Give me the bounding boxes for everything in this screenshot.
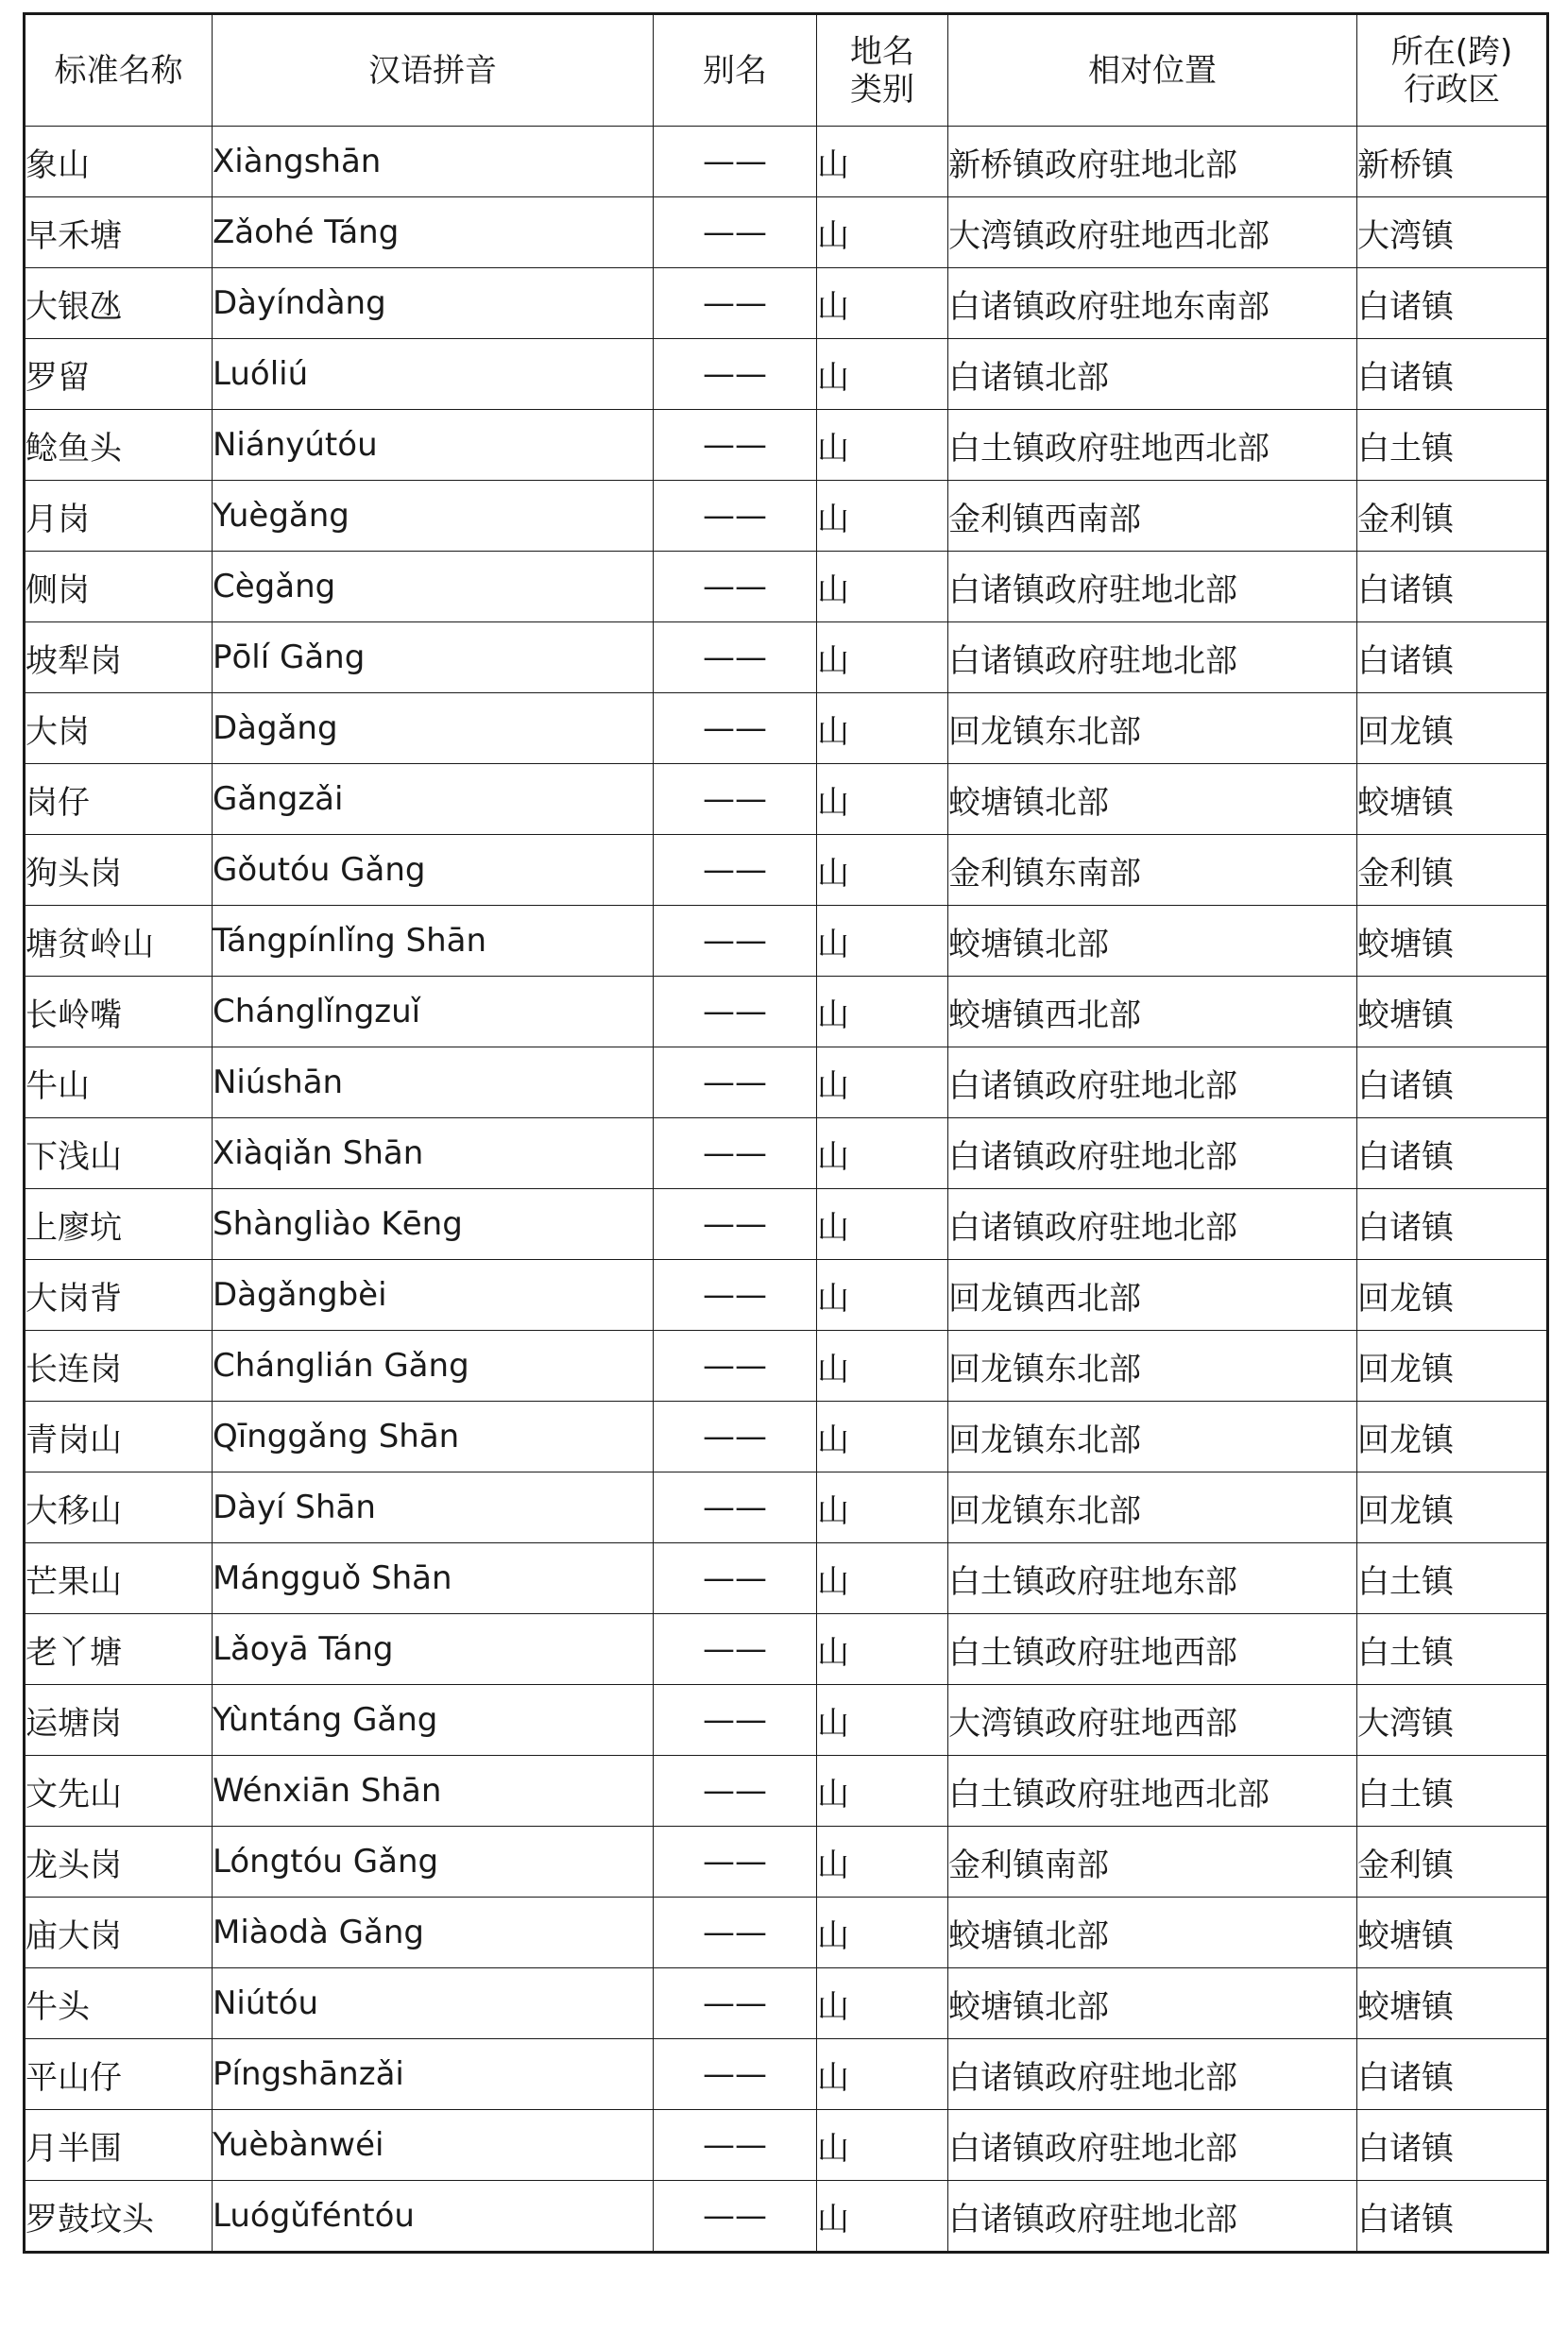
header-admin-region-line1: 所在(跨)	[1390, 32, 1513, 71]
cell-place-type: 山	[817, 1968, 948, 2039]
cell-admin-region: 白诸镇	[1357, 339, 1548, 410]
place-name-table	[23, 12, 1549, 2254]
cell-place-type: 山	[817, 1756, 948, 1827]
cell-alias: ——	[654, 1047, 817, 1118]
cell-relative-position: 白诸镇北部	[948, 339, 1357, 410]
cell-standard-name: 牛山	[25, 1047, 213, 1118]
cell-standard-name: 大岗背	[25, 1260, 213, 1331]
cell-relative-position: 大湾镇政府驻地西部	[948, 1685, 1357, 1756]
header-row	[25, 14, 1548, 127]
cell-admin-region: 回龙镇	[1357, 1402, 1548, 1472]
cell-relative-position: 白诸镇政府驻地北部	[948, 1047, 1357, 1118]
table-row	[25, 1189, 1548, 1260]
header-admin-region-line2: 行政区	[1404, 70, 1500, 109]
header-alias: 别名	[654, 14, 817, 127]
cell-admin-region: 回龙镇	[1357, 1260, 1548, 1331]
cell-admin-region: 大湾镇	[1357, 197, 1548, 268]
cell-pinyin: Xiàngshān	[213, 127, 654, 197]
cell-relative-position: 回龙镇东北部	[948, 693, 1357, 764]
table-row	[25, 835, 1548, 906]
table-row	[25, 1331, 1548, 1402]
cell-alias: ——	[654, 1898, 817, 1968]
cell-pinyin: Dàyí Shān	[213, 1472, 654, 1543]
table-row	[25, 977, 1548, 1047]
cell-relative-position: 白诸镇政府驻地北部	[948, 1189, 1357, 1260]
cell-place-type: 山	[817, 906, 948, 977]
cell-admin-region: 蛟塘镇	[1357, 1898, 1548, 1968]
table-row	[25, 127, 1548, 197]
table-row	[25, 1402, 1548, 1472]
cell-place-type: 山	[817, 622, 948, 693]
cell-place-type: 山	[817, 552, 948, 622]
cell-admin-region: 白诸镇	[1357, 2110, 1548, 2181]
cell-relative-position: 蛟塘镇北部	[948, 1898, 1357, 1968]
cell-alias: ——	[654, 552, 817, 622]
cell-standard-name: 长连岗	[25, 1331, 213, 1402]
header-place-type-line2: 类别	[850, 70, 914, 109]
cell-pinyin: Shàngliào Kēng	[213, 1189, 654, 1260]
cell-place-type: 山	[817, 2181, 948, 2253]
table-row	[25, 1827, 1548, 1898]
cell-admin-region: 蛟塘镇	[1357, 977, 1548, 1047]
table-row	[25, 1260, 1548, 1331]
cell-admin-region: 蛟塘镇	[1357, 1968, 1548, 2039]
cell-admin-region: 白诸镇	[1357, 1118, 1548, 1189]
cell-alias: ——	[654, 1402, 817, 1472]
cell-pinyin: Miàodà Gǎng	[213, 1898, 654, 1968]
cell-admin-region: 白土镇	[1357, 1756, 1548, 1827]
cell-admin-region: 白土镇	[1357, 1543, 1548, 1614]
cell-pinyin: Chánglián Gǎng	[213, 1331, 654, 1402]
cell-pinyin: Gǒutóu Gǎng	[213, 835, 654, 906]
cell-pinyin: Luógǔféntóu	[213, 2181, 654, 2253]
cell-alias: ——	[654, 197, 817, 268]
cell-relative-position: 白土镇政府驻地西部	[948, 1614, 1357, 1685]
cell-pinyin: Píngshānzǎi	[213, 2039, 654, 2110]
cell-relative-position: 白土镇政府驻地东部	[948, 1543, 1357, 1614]
header-admin-region	[1357, 14, 1548, 127]
table-row	[25, 1047, 1548, 1118]
table-row	[25, 197, 1548, 268]
cell-admin-region: 蛟塘镇	[1357, 906, 1548, 977]
cell-place-type: 山	[817, 1118, 948, 1189]
cell-alias: ——	[654, 2181, 817, 2253]
cell-place-type: 山	[817, 339, 948, 410]
cell-standard-name: 下浅山	[25, 1118, 213, 1189]
cell-place-type: 山	[817, 1898, 948, 1968]
cell-place-type: 山	[817, 410, 948, 481]
cell-alias: ——	[654, 1189, 817, 1260]
cell-pinyin: Yuègǎng	[213, 481, 654, 552]
cell-alias: ——	[654, 693, 817, 764]
cell-pinyin: Niányútóu	[213, 410, 654, 481]
cell-place-type: 山	[817, 1472, 948, 1543]
cell-standard-name: 上廖坑	[25, 1189, 213, 1260]
cell-place-type: 山	[817, 693, 948, 764]
table-row	[25, 552, 1548, 622]
cell-relative-position: 白诸镇政府驻地北部	[948, 2181, 1357, 2253]
cell-alias: ——	[654, 2039, 817, 2110]
cell-pinyin: Dàyíndàng	[213, 268, 654, 339]
cell-relative-position: 金利镇南部	[948, 1827, 1357, 1898]
cell-admin-region: 白诸镇	[1357, 1189, 1548, 1260]
cell-place-type: 山	[817, 764, 948, 835]
cell-admin-region: 回龙镇	[1357, 1472, 1548, 1543]
table-row	[25, 481, 1548, 552]
cell-place-type: 山	[817, 1189, 948, 1260]
cell-standard-name: 龙头岗	[25, 1827, 213, 1898]
cell-admin-region: 白诸镇	[1357, 2039, 1548, 2110]
cell-admin-region: 白诸镇	[1357, 552, 1548, 622]
cell-place-type: 山	[817, 1685, 948, 1756]
table-row	[25, 1614, 1548, 1685]
cell-pinyin: Gǎngzǎi	[213, 764, 654, 835]
cell-alias: ——	[654, 977, 817, 1047]
cell-alias: ——	[654, 127, 817, 197]
cell-alias: ——	[654, 1827, 817, 1898]
cell-standard-name: 庙大岗	[25, 1898, 213, 1968]
cell-pinyin: Yuèbànwéi	[213, 2110, 654, 2181]
cell-place-type: 山	[817, 1827, 948, 1898]
cell-relative-position: 回龙镇东北部	[948, 1331, 1357, 1402]
cell-standard-name: 大银氹	[25, 268, 213, 339]
cell-alias: ——	[654, 1260, 817, 1331]
cell-alias: ——	[654, 1756, 817, 1827]
table-row	[25, 339, 1548, 410]
cell-alias: ——	[654, 2110, 817, 2181]
cell-place-type: 山	[817, 127, 948, 197]
header-standard-name: 标准名称	[25, 14, 213, 127]
cell-pinyin: Cègǎng	[213, 552, 654, 622]
cell-standard-name: 大移山	[25, 1472, 213, 1543]
cell-place-type: 山	[817, 977, 948, 1047]
cell-place-type: 山	[817, 268, 948, 339]
cell-standard-name: 鲶鱼头	[25, 410, 213, 481]
cell-alias: ——	[654, 1472, 817, 1543]
cell-place-type: 山	[817, 1402, 948, 1472]
cell-admin-region: 蛟塘镇	[1357, 764, 1548, 835]
cell-alias: ——	[654, 835, 817, 906]
cell-relative-position: 新桥镇政府驻地北部	[948, 127, 1357, 197]
cell-relative-position: 回龙镇东北部	[948, 1402, 1357, 1472]
cell-pinyin: Qīnggǎng Shān	[213, 1402, 654, 1472]
cell-relative-position: 白诸镇政府驻地北部	[948, 552, 1357, 622]
cell-place-type: 山	[817, 835, 948, 906]
cell-pinyin: Chánglǐngzuǐ	[213, 977, 654, 1047]
cell-admin-region: 白诸镇	[1357, 622, 1548, 693]
cell-admin-region: 金利镇	[1357, 835, 1548, 906]
header-place-type	[817, 14, 948, 127]
cell-place-type: 山	[817, 1047, 948, 1118]
cell-standard-name: 罗鼓坟头	[25, 2181, 213, 2253]
cell-relative-position: 回龙镇西北部	[948, 1260, 1357, 1331]
header-place-type-line1: 地名	[850, 32, 914, 71]
cell-admin-region: 白诸镇	[1357, 268, 1548, 339]
cell-pinyin: Dàgǎng	[213, 693, 654, 764]
cell-standard-name: 早禾塘	[25, 197, 213, 268]
cell-standard-name: 月半围	[25, 2110, 213, 2181]
table-row	[25, 1472, 1548, 1543]
cell-standard-name: 青岗山	[25, 1402, 213, 1472]
cell-relative-position: 白诸镇政府驻地北部	[948, 2110, 1357, 2181]
cell-relative-position: 蛟塘镇北部	[948, 1968, 1357, 2039]
cell-place-type: 山	[817, 1543, 948, 1614]
cell-relative-position: 白诸镇政府驻地东南部	[948, 268, 1357, 339]
cell-admin-region: 白诸镇	[1357, 2181, 1548, 2253]
cell-pinyin: Dàgǎngbèi	[213, 1260, 654, 1331]
cell-standard-name: 岗仔	[25, 764, 213, 835]
cell-alias: ——	[654, 1118, 817, 1189]
cell-alias: ——	[654, 1968, 817, 2039]
cell-place-type: 山	[817, 481, 948, 552]
cell-standard-name: 平山仔	[25, 2039, 213, 2110]
table-row	[25, 1968, 1548, 2039]
table-body	[25, 127, 1548, 2253]
table-row	[25, 693, 1548, 764]
table-row	[25, 764, 1548, 835]
table-row	[25, 2110, 1548, 2181]
table-row	[25, 268, 1548, 339]
table-row	[25, 906, 1548, 977]
table-row	[25, 1898, 1548, 1968]
cell-relative-position: 白诸镇政府驻地北部	[948, 1118, 1357, 1189]
cell-alias: ——	[654, 1543, 817, 1614]
cell-relative-position: 白诸镇政府驻地北部	[948, 622, 1357, 693]
cell-place-type: 山	[817, 1614, 948, 1685]
table-row	[25, 622, 1548, 693]
cell-alias: ——	[654, 481, 817, 552]
cell-place-type: 山	[817, 197, 948, 268]
cell-alias: ——	[654, 764, 817, 835]
header-relative-position: 相对位置	[948, 14, 1357, 127]
cell-relative-position: 蛟塘镇北部	[948, 764, 1357, 835]
cell-relative-position: 金利镇西南部	[948, 481, 1357, 552]
cell-pinyin: Niútóu	[213, 1968, 654, 2039]
cell-pinyin: Tángpínlǐng Shān	[213, 906, 654, 977]
header-pinyin: 汉语拼音	[213, 14, 654, 127]
cell-relative-position: 蛟塘镇西北部	[948, 977, 1357, 1047]
cell-pinyin: Lǎoyā Táng	[213, 1614, 654, 1685]
cell-standard-name: 象山	[25, 127, 213, 197]
cell-standard-name: 文先山	[25, 1756, 213, 1827]
cell-pinyin: Pōlí Gǎng	[213, 622, 654, 693]
cell-pinyin: Lóngtóu Gǎng	[213, 1827, 654, 1898]
cell-place-type: 山	[817, 2039, 948, 2110]
cell-standard-name: 狗头岗	[25, 835, 213, 906]
table-row	[25, 1685, 1548, 1756]
cell-standard-name: 长岭嘴	[25, 977, 213, 1047]
cell-standard-name: 坡犁岗	[25, 622, 213, 693]
table-row	[25, 2039, 1548, 2110]
cell-alias: ——	[654, 410, 817, 481]
table-row	[25, 2181, 1548, 2253]
cell-standard-name: 老丫塘	[25, 1614, 213, 1685]
cell-alias: ——	[654, 622, 817, 693]
cell-place-type: 山	[817, 1260, 948, 1331]
cell-relative-position: 蛟塘镇北部	[948, 906, 1357, 977]
cell-admin-region: 大湾镇	[1357, 1685, 1548, 1756]
cell-pinyin: Luóliú	[213, 339, 654, 410]
cell-alias: ——	[654, 1614, 817, 1685]
cell-standard-name: 芒果山	[25, 1543, 213, 1614]
cell-standard-name: 侧岗	[25, 552, 213, 622]
table-row	[25, 410, 1548, 481]
cell-admin-region: 白诸镇	[1357, 1047, 1548, 1118]
cell-standard-name: 罗留	[25, 339, 213, 410]
cell-relative-position: 金利镇东南部	[948, 835, 1357, 906]
table-header	[25, 14, 1548, 127]
cell-admin-region: 白土镇	[1357, 1614, 1548, 1685]
cell-place-type: 山	[817, 1331, 948, 1402]
cell-relative-position: 回龙镇东北部	[948, 1472, 1357, 1543]
cell-pinyin: Mángguǒ Shān	[213, 1543, 654, 1614]
cell-admin-region: 金利镇	[1357, 1827, 1548, 1898]
cell-alias: ——	[654, 268, 817, 339]
cell-alias: ——	[654, 906, 817, 977]
cell-standard-name: 运塘岗	[25, 1685, 213, 1756]
cell-alias: ——	[654, 1685, 817, 1756]
cell-pinyin: Yùntáng Gǎng	[213, 1685, 654, 1756]
cell-alias: ——	[654, 339, 817, 410]
cell-admin-region: 回龙镇	[1357, 1331, 1548, 1402]
cell-pinyin: Xiàqiǎn Shān	[213, 1118, 654, 1189]
cell-admin-region: 新桥镇	[1357, 127, 1548, 197]
table-row	[25, 1543, 1548, 1614]
cell-standard-name: 大岗	[25, 693, 213, 764]
cell-standard-name: 牛头	[25, 1968, 213, 2039]
cell-pinyin: Wénxiān Shān	[213, 1756, 654, 1827]
cell-admin-region: 金利镇	[1357, 481, 1548, 552]
cell-pinyin: Zǎohé Táng	[213, 197, 654, 268]
cell-alias: ——	[654, 1331, 817, 1402]
cell-place-type: 山	[817, 2110, 948, 2181]
cell-relative-position: 白土镇政府驻地西北部	[948, 1756, 1357, 1827]
cell-standard-name: 塘贫岭山	[25, 906, 213, 977]
cell-admin-region: 回龙镇	[1357, 693, 1548, 764]
cell-admin-region: 白土镇	[1357, 410, 1548, 481]
cell-relative-position: 大湾镇政府驻地西北部	[948, 197, 1357, 268]
cell-pinyin: Niúshān	[213, 1047, 654, 1118]
cell-standard-name: 月岗	[25, 481, 213, 552]
cell-relative-position: 白诸镇政府驻地北部	[948, 2039, 1357, 2110]
table-row	[25, 1118, 1548, 1189]
table-row	[25, 1756, 1548, 1827]
cell-relative-position: 白土镇政府驻地西北部	[948, 410, 1357, 481]
